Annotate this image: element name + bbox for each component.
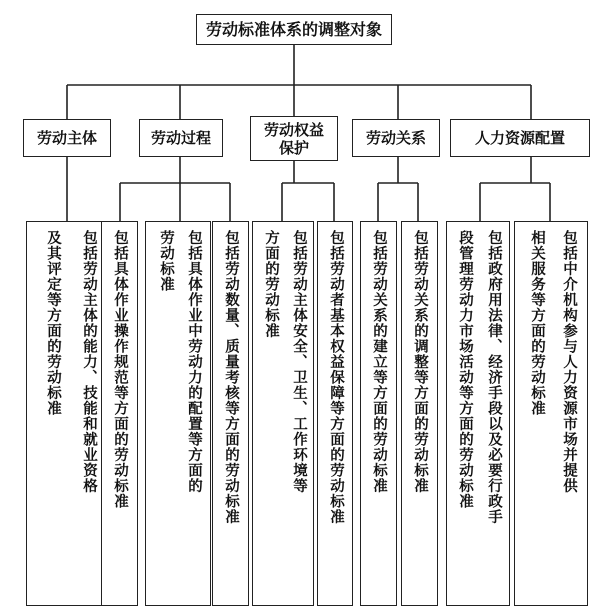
leaf-relations-establish: [360, 221, 397, 606]
leaf-rights-basic: [317, 221, 353, 606]
category-label: 劳动主体: [36, 129, 97, 147]
category-hr-allocation: [450, 119, 590, 157]
leaf-text-col2: 劳动标准: [158, 230, 174, 292]
leaf-relations-adjust: [401, 221, 438, 606]
leaf-text-col1: 包括劳动数量、质量考核等方面的劳动标准: [223, 230, 239, 525]
category-label: 人力资源配置: [474, 129, 565, 147]
category-label: 劳动过程: [150, 129, 211, 147]
leaf-text-col2: 及其评定等方面的劳动标准: [45, 230, 61, 416]
leaf-process-quantity: [212, 221, 249, 606]
root-node: [196, 14, 392, 45]
leaf-text-col2: 方面的劳动标准: [263, 230, 279, 339]
leaf-text-col1: 包括劳动主体的能力、技能和就业资格: [81, 230, 97, 494]
leaf-process-allocation: [145, 221, 211, 606]
leaf-text-col1: 包括具体作业中劳动力的配置等方面的: [186, 230, 202, 494]
leaf-hr-agency: [514, 221, 588, 606]
leaf-text-col1: 包括劳动关系的调整等方面的劳动标准: [412, 230, 428, 494]
category-labor-relations: [352, 119, 440, 157]
category-label: 劳动关系: [365, 129, 426, 147]
leaf-subject-ability: [26, 221, 109, 606]
leaf-text-col1: 包括政府用法律、经济手段以及必要行政手: [486, 230, 502, 525]
leaf-text-col1: 包括劳动关系的建立等方面的劳动标准: [371, 230, 387, 494]
category-labor-subject: [23, 119, 111, 157]
category-rights-protection: [250, 116, 338, 161]
leaf-text-col1: 包括具体作业操作规范等方面的劳动标准: [112, 230, 128, 509]
leaf-process-operation: [101, 221, 138, 606]
leaf-text-col1: 包括中介机构参与人力资源市场并提供: [561, 230, 577, 494]
root-title: 劳动标准体系的调整对象: [205, 19, 382, 39]
leaf-hr-government: [446, 221, 510, 606]
leaf-text-col1: 包括劳动主体安全、卫生、工作环境等: [291, 230, 307, 494]
leaf-text-col1: 包括劳动者基本权益保障等方面的劳动标准: [328, 230, 344, 525]
category-labor-process: [139, 119, 223, 157]
category-label: 劳动权益保护: [263, 120, 324, 157]
leaf-text-col2: 段管理劳动力市场活动等方面的劳动标准: [457, 230, 473, 509]
leaf-text-col2: 相关服务等方面的劳动标准: [529, 230, 545, 416]
leaf-rights-safety: [252, 221, 314, 606]
